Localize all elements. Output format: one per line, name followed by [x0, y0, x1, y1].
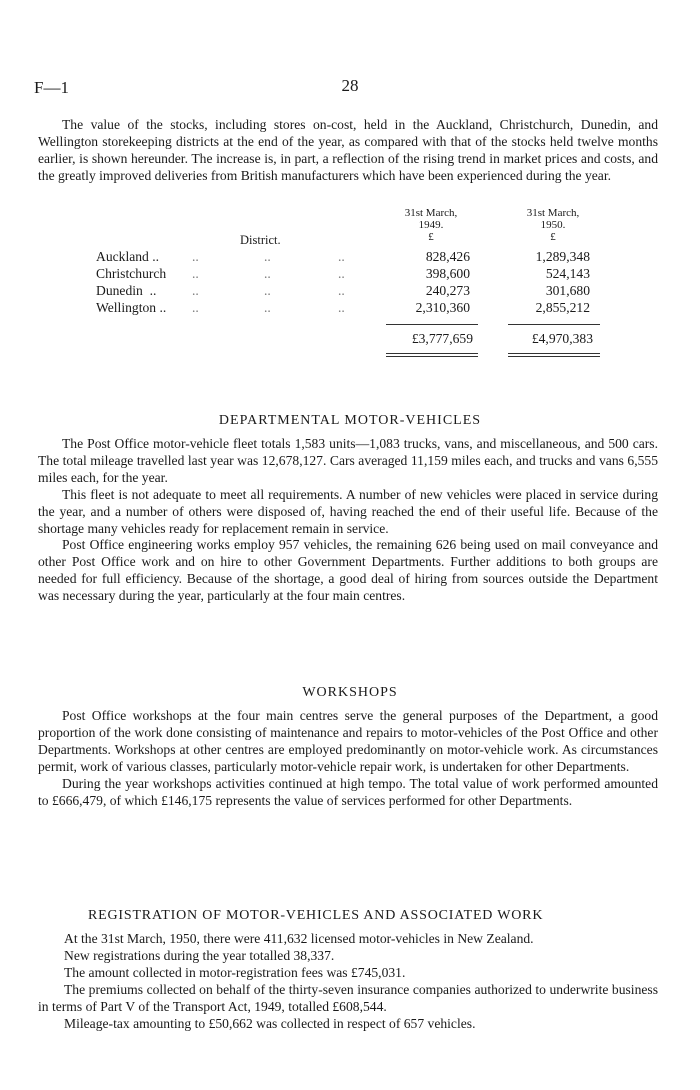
leader-dots: .. — [338, 299, 345, 315]
leader-dots: .. — [338, 266, 345, 282]
workshops-section — [38, 708, 658, 809]
paragraph: At the 31st March, 1950, there were 411,632 licensed motor-vehicles in New Zealand. — [64, 931, 534, 946]
column-header-1949: 31st March, 1949. £ — [404, 207, 458, 243]
section-heading-motor-vehicles: DEPARTMENTAL MOTOR-VEHICLES — [218, 413, 482, 428]
value-1950-cell: 2,855,212 — [535, 299, 590, 315]
total-double-rule-1949 — [386, 353, 478, 357]
paragraph: Post Office engineering works employ 957 vehicles, the remaining 626 being used on mail conveyance and other Post Office work and on hire to other Government Departments. Further additions to both groups are needed for full efficiency. Because of the shortage, a good deal of hiring from sources outside the Department was necessary during the year, particularly at the four main centres. — [38, 537, 658, 604]
total-1949: £3,777,659 — [411, 331, 473, 346]
page-number: 28 — [341, 76, 359, 95]
intro-section — [38, 117, 658, 185]
paragraph: The premiums collected on behalf of the thirty-seven insurance companies authorized to underwrite business in terms of Part V of the Transport Act, 1949, totalled £608,544. — [38, 981, 658, 1014]
section-heading-registration: REGISTRATION OF MOTOR-VEHICLES AND ASSOCIATED WORK — [88, 908, 544, 923]
district-cell: Christchurch — [96, 266, 167, 282]
table-row — [96, 299, 590, 316]
leader-dots: .. — [264, 299, 271, 315]
column-header-1950: 31st March, 1950. £ — [526, 207, 580, 243]
registration-section — [38, 931, 658, 1032]
document-code: F—1 — [34, 78, 69, 97]
paragraph: During the year workshops activities continued at high tempo. The total value of work performed amounted to £666,479, of which £146,175 represents the value of services performed for other Departments. — [38, 775, 658, 808]
district-cell: Dunedin .. — [96, 282, 157, 298]
table-row — [96, 266, 590, 283]
paragraph: The Post Office motor-vehicle fleet totals 1,583 units—1,083 trucks, vans, and miscellaneous, and 500 cars. The total mileage travelled last year was 12,678,127. Cars averaged 11,159 miles each, and trucks and vans 6,555 miles each, for the year. — [38, 436, 658, 485]
value-1950-cell: 1,289,348 — [535, 249, 590, 265]
leader-dots: .. — [192, 299, 199, 315]
column-header-district: District. — [240, 233, 281, 247]
district-cell: Wellington .. — [96, 299, 167, 315]
value-1950-cell: 301,680 — [545, 282, 590, 298]
paragraph: Mileage-tax amounting to £50,662 was collected in respect of 657 vehicles. — [64, 1015, 476, 1031]
value-1949-cell: 240,273 — [425, 282, 470, 298]
value-1949-cell: 398,600 — [425, 266, 470, 282]
stocks-table — [96, 249, 590, 316]
section-heading-workshops: WORKSHOPS — [302, 685, 398, 700]
leader-dots: .. — [192, 266, 199, 282]
value-1949-cell: 828,426 — [425, 249, 470, 265]
subtotal-rule-1950 — [508, 324, 600, 325]
total-1950: £4,970,383 — [531, 331, 593, 346]
total-double-rule-1950 — [508, 353, 600, 357]
paragraph: New registrations during the year totalled 38,337. — [64, 947, 335, 963]
paragraph: This fleet is not adequate to meet all requirements. A number of new vehicles were placed in service during the year, and a number of others were disposed of, having reached the end of their useful life. Because of the shortage many vehicles ready for replacement remain in service. — [38, 486, 658, 536]
intro-paragraph: The value of the stocks, including stores on-cost, held in the Auckland, Christchurch, Dunedin, and Wellington storekeeping districts at the end of the year, as compared with that of the stocks held twelve months earlier, is shown hereunder. The increase is, in part, a reflection of the rising trend in market prices and costs, and the greatly improved deliveries from British manufacturers which have been experienced during the year. — [38, 117, 658, 183]
value-1950-cell: 524,143 — [545, 266, 590, 282]
table-row — [96, 249, 590, 266]
table-row — [96, 283, 590, 300]
leader-dots: .. — [338, 249, 345, 265]
value-1949-cell: 2,310,360 — [415, 299, 470, 315]
leader-dots: .. — [192, 249, 199, 265]
leader-dots: .. — [264, 249, 271, 265]
paragraph: Post Office workshops at the four main centres serve the general purposes of the Department, a good proportion of the work done consisting of maintenance and repairs to motor-vehicles of the Post Office and other Departments. Workshops at other centres are employed predominantly on motor-vehicle work. As circumstances permit, work of various classes, particularly motor-vehicle repair work, is undertaken for other Departments. — [38, 708, 658, 774]
motor-vehicles-section — [38, 436, 658, 605]
district-cell: Auckland .. — [96, 249, 160, 265]
leader-dots: .. — [264, 266, 271, 282]
subtotal-rule-1949 — [386, 324, 478, 325]
leader-dots: .. — [192, 282, 199, 298]
paragraph: The amount collected in motor-registration fees was £745,031. — [64, 964, 406, 980]
leader-dots: .. — [338, 282, 345, 298]
leader-dots: .. — [264, 282, 271, 298]
